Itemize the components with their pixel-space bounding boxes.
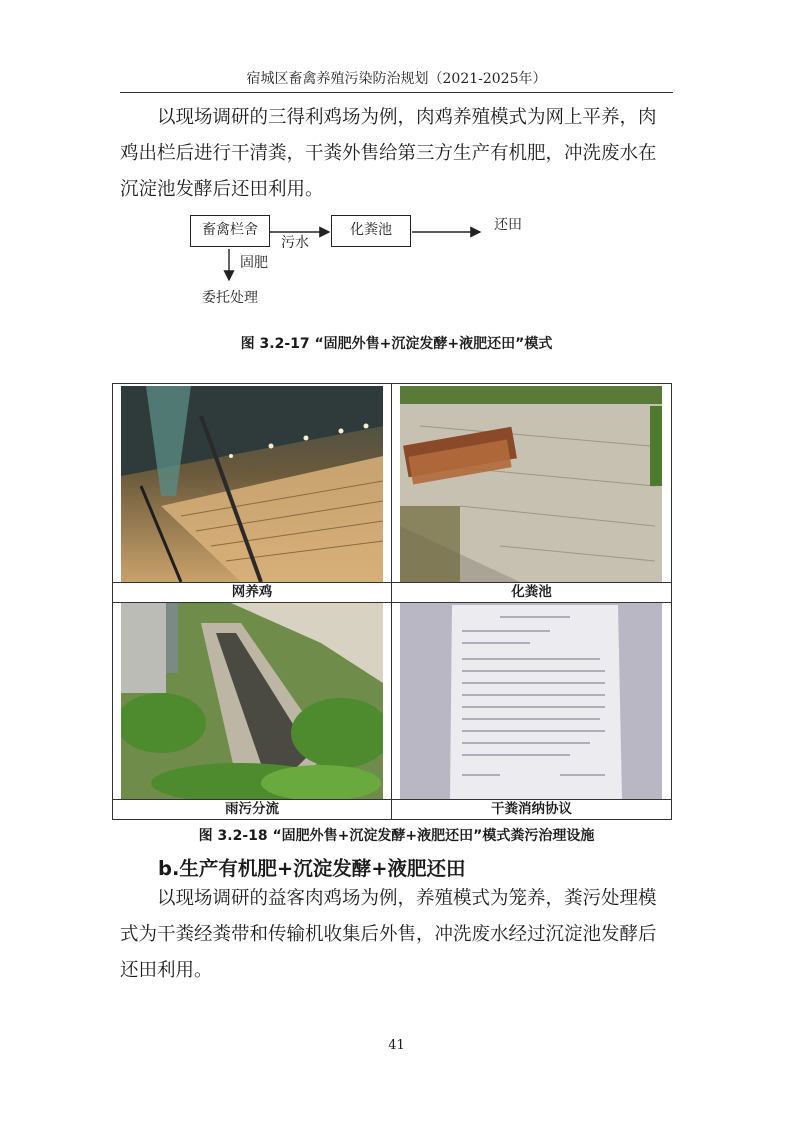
label-solid-fertilizer: 固肥 xyxy=(240,255,268,271)
grid-divider xyxy=(113,602,671,603)
figure-caption-3-2-17: 图 3.2-17 “固肥外售+沉淀发酵+液肥还田”模式 xyxy=(240,336,553,352)
photo-label-net-raised-chickens: 网养鸡 xyxy=(231,584,273,600)
photo-grid xyxy=(112,383,672,820)
photo-label-septic-tank: 化粪池 xyxy=(511,584,552,600)
header-rule xyxy=(120,92,673,93)
label-outsourced-treatment: 委托处理 xyxy=(202,290,258,306)
box-livestock-pen: 畜禽栏舍 xyxy=(190,215,270,247)
photo-label-rain-sewage-diversion: 雨污分流 xyxy=(225,801,279,817)
paragraph-yike xyxy=(120,881,673,989)
paragraph-line: 鸡出栏后进行干清粪，干粪外售给第三方生产有机肥，冲洗废水在 xyxy=(120,143,657,164)
photo-label-dry-manure-agreement: 干粪消纳协议 xyxy=(491,801,572,817)
label-return-to-field: 还田 xyxy=(494,217,522,233)
photo-net-raised-chickens xyxy=(121,386,383,582)
paragraph-line: 还田利用。 xyxy=(120,960,213,981)
photo-rain-sewage-diversion xyxy=(121,603,383,799)
paragraph-line: 沉淀池发酵后还田利用。 xyxy=(120,179,324,200)
paragraph-line: 式为干粪经粪带和传输机收集后外售，冲洗废水经过沉淀池发酵后 xyxy=(120,924,657,945)
box-septic-tank: 化粪池 xyxy=(331,215,411,247)
paragraph-line: 以现场调研的三得利鸡场为例，肉鸡养殖模式为网上平养，肉 xyxy=(157,107,657,128)
photo-septic-tank xyxy=(400,386,662,582)
page-number: 41 xyxy=(388,1038,405,1053)
photo-dry-manure-agreement xyxy=(400,603,662,799)
paragraph-sandeli xyxy=(120,100,673,208)
figure-caption-3-2-18: 图 3.2-18 “固肥外售+沉淀发酵+液肥还田”模式粪污治理设施 xyxy=(198,828,595,844)
paragraph-line: 以现场调研的益客肉鸡场为例，养殖模式为笼养，粪污处理模 xyxy=(157,888,657,909)
label-wastewater: 污水 xyxy=(281,235,309,251)
section-heading-b: b.生产有机肥+沉淀发酵+液肥还田 xyxy=(158,857,466,880)
running-header: 宿城区畜禽养殖污染防治规划（2021-2025年） xyxy=(246,71,547,87)
